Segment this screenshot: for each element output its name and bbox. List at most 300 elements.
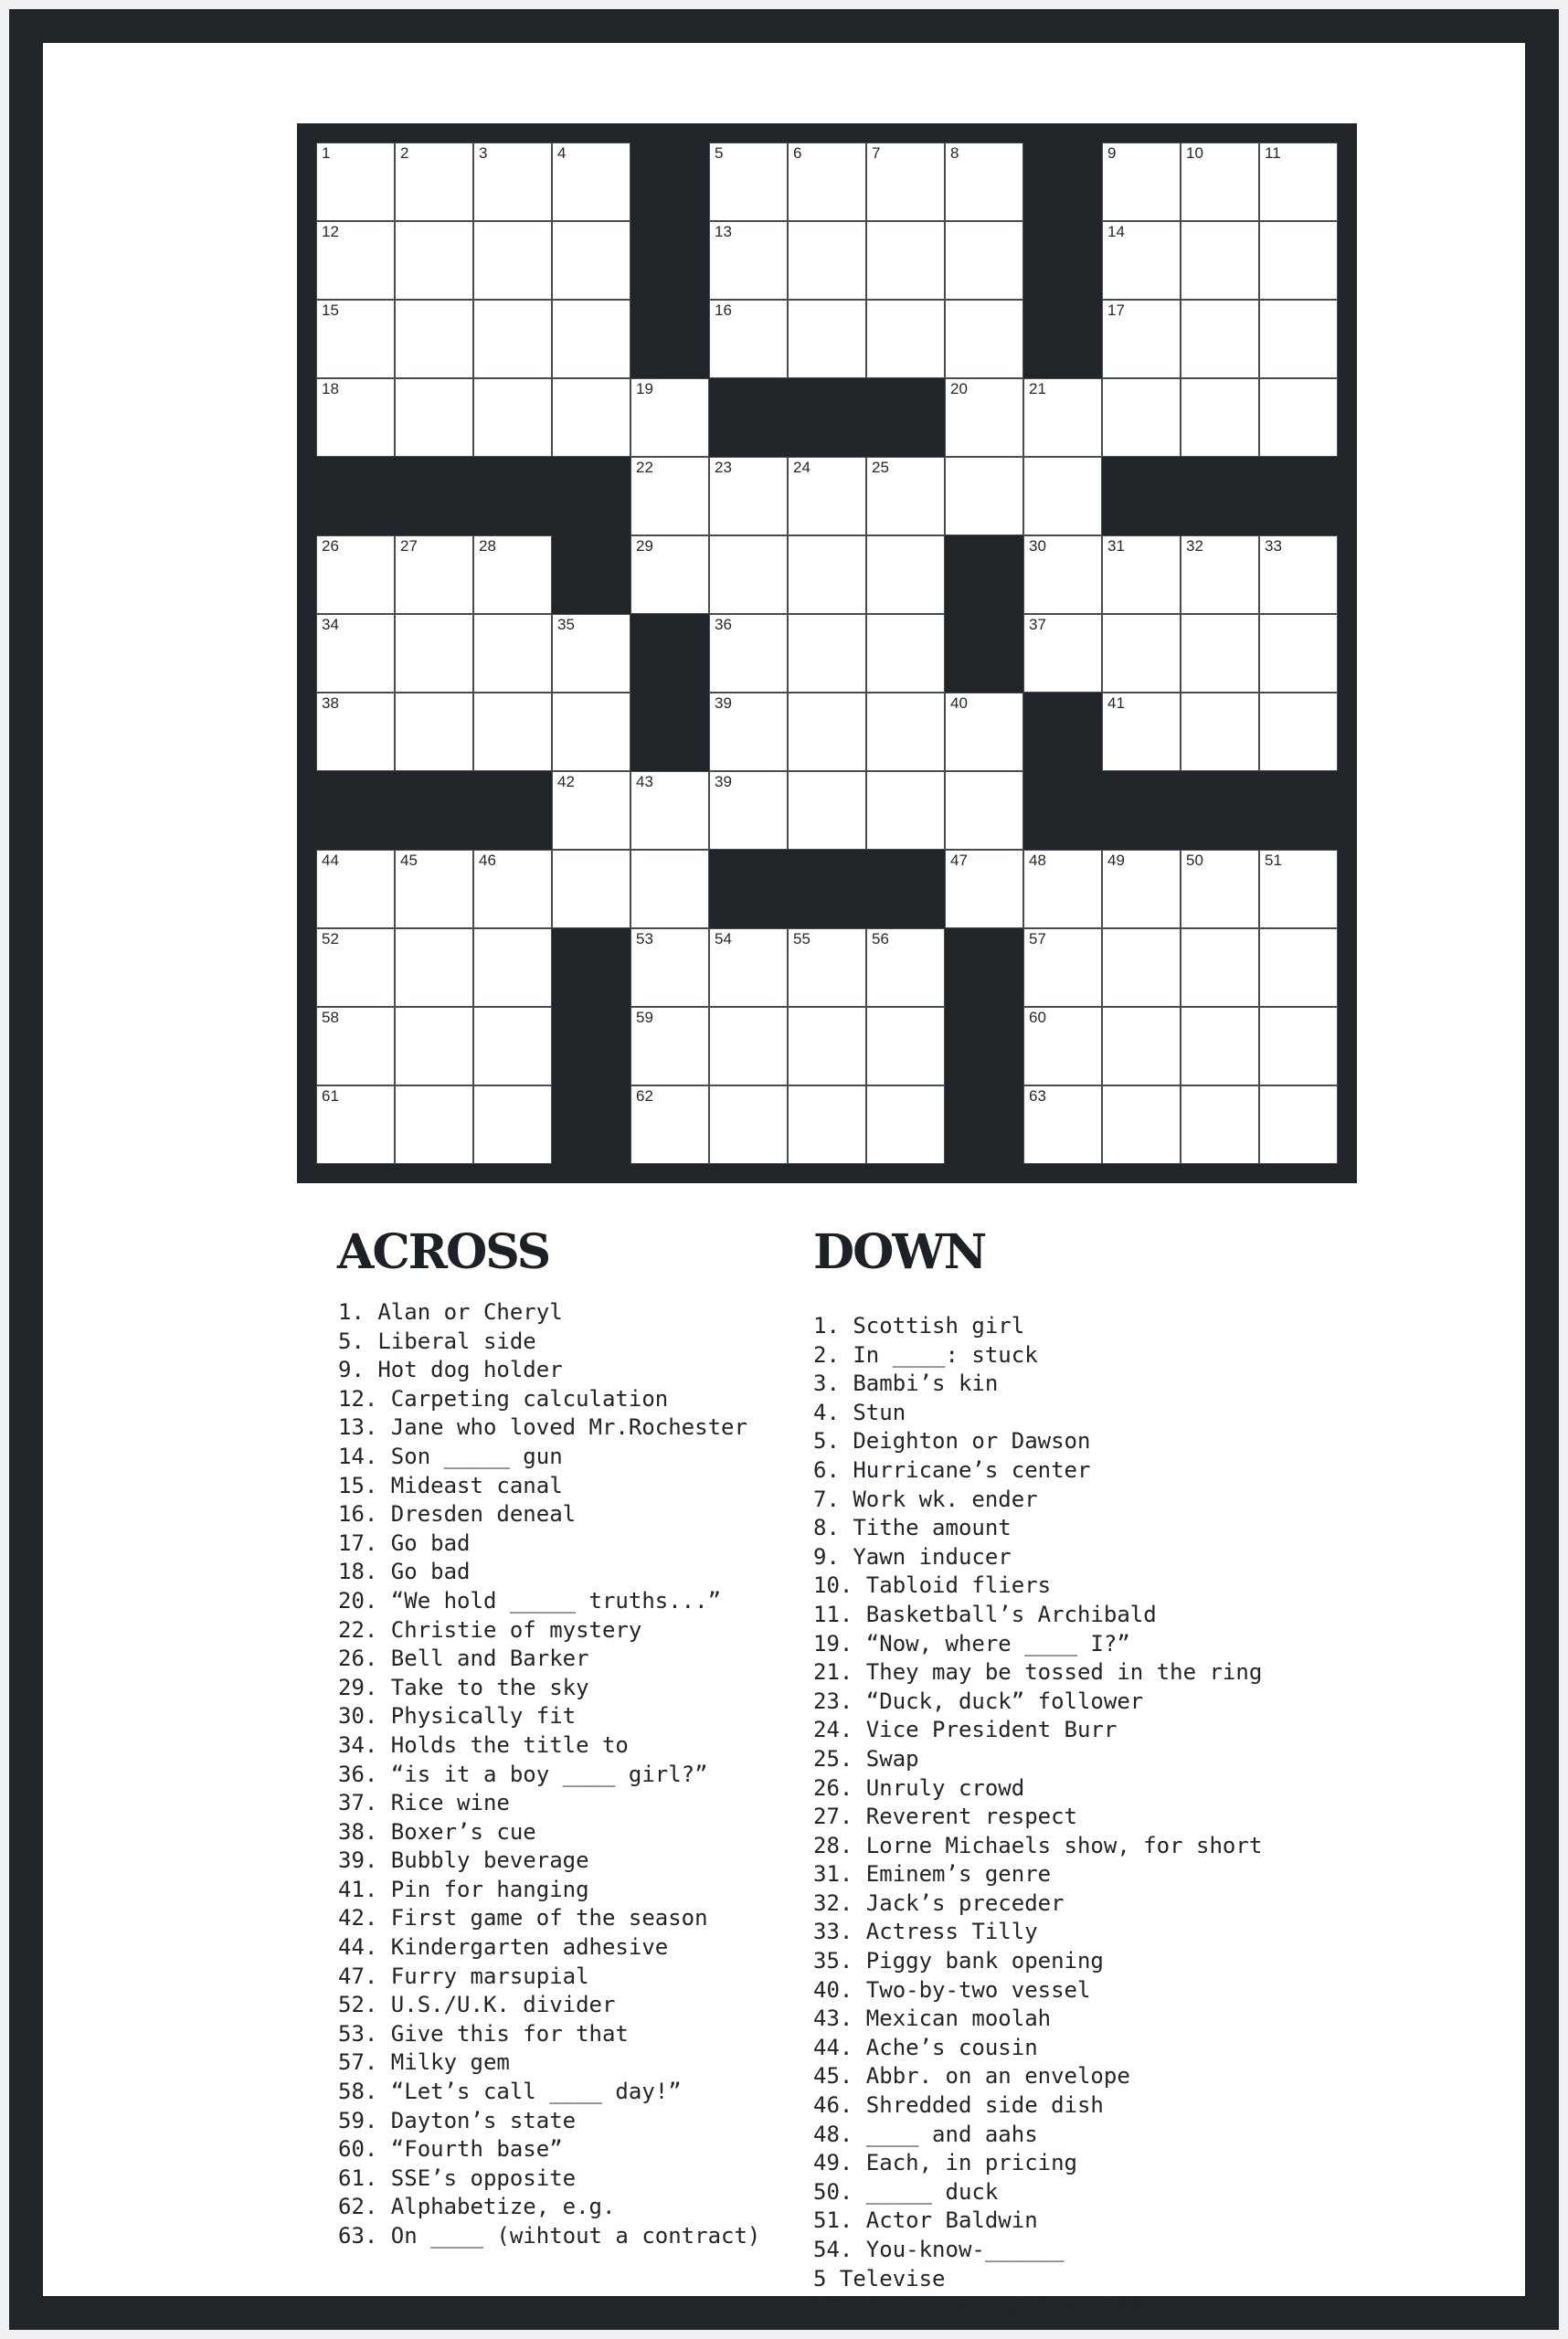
- across-clue: 16. Dresden deneal: [338, 1501, 577, 1528]
- across-clue: 41. Pin for hanging: [338, 1876, 589, 1902]
- across-clue: 12. Carpeting calculation: [338, 1385, 669, 1412]
- grid-cell-number: 35: [557, 616, 575, 633]
- grid-cell-black: [630, 221, 709, 300]
- grid-cell-number: 25: [872, 459, 889, 476]
- grid-cell[interactable]: [552, 614, 630, 693]
- grid-cell[interactable]: [473, 693, 552, 771]
- grid-cell[interactable]: [1023, 928, 1102, 1007]
- grid-cell-number: 6: [793, 144, 802, 162]
- grid-cell[interactable]: [866, 771, 945, 850]
- across-clue: 42. First game of the season: [338, 1905, 708, 1932]
- grid-cell[interactable]: [709, 1007, 788, 1085]
- down-clue: 49. Each, in pricing: [813, 2150, 1077, 2176]
- grid-cell[interactable]: [788, 693, 866, 771]
- grid-cell[interactable]: [709, 143, 788, 221]
- grid-cell[interactable]: [1181, 535, 1259, 614]
- grid-cell[interactable]: [866, 1085, 945, 1164]
- grid-cell-black: [630, 300, 709, 378]
- grid-cell[interactable]: [945, 221, 1023, 300]
- grid-cell-black: [630, 614, 709, 693]
- grid-cell[interactable]: [630, 1007, 709, 1085]
- down-clue: 43. Mexican moolah: [813, 2006, 1052, 2032]
- crossword-grid-frame: [297, 123, 1357, 1183]
- grid-cell-black: [1023, 693, 1102, 771]
- grid-cell[interactable]: [709, 693, 788, 771]
- down-clue: 21. They may be tossed in the ring: [813, 1659, 1263, 1686]
- grid-cell-black: [395, 771, 473, 850]
- down-clue: 24. Vice President Burr: [813, 1717, 1118, 1743]
- grid-cell[interactable]: [1181, 850, 1259, 928]
- grid-cell[interactable]: [866, 1007, 945, 1085]
- down-clue: 8. Tithe amount: [813, 1515, 1012, 1541]
- grid-cell-number: 13: [715, 223, 732, 240]
- grid-cell-number: 18: [322, 380, 339, 397]
- grid-cell-number: 27: [400, 537, 418, 555]
- grid-cell-number: 21: [1029, 380, 1046, 397]
- grid-cell[interactable]: [630, 457, 709, 535]
- grid-cell[interactable]: [788, 614, 866, 693]
- grid-cell-number: 8: [950, 144, 959, 162]
- grid-cell-black: [709, 850, 788, 928]
- across-clue: 1. Alan or Cheryl: [338, 1299, 563, 1325]
- grid-cell[interactable]: [1181, 614, 1259, 693]
- grid-cell-black: [945, 614, 1023, 693]
- across-clue: 47. Furry marsupial: [338, 1963, 589, 1989]
- across-clue: 14. Son _____ gun: [338, 1443, 563, 1469]
- grid-cell-number: 44: [322, 852, 339, 869]
- grid-cell[interactable]: [1102, 378, 1181, 457]
- grid-cell-number: 40: [950, 694, 968, 712]
- grid-cell[interactable]: [316, 1007, 395, 1085]
- grid-cell[interactable]: [788, 457, 866, 535]
- down-heading: DOWN: [813, 1224, 986, 1280]
- grid-cell-number: 23: [715, 459, 732, 476]
- grid-cell[interactable]: [866, 928, 945, 1007]
- grid-cell-black: [709, 378, 788, 457]
- grid-cell-black: [1023, 300, 1102, 378]
- grid-cell[interactable]: [1102, 693, 1181, 771]
- grid-cell[interactable]: [788, 535, 866, 614]
- grid-cell-number: 56: [872, 930, 889, 947]
- grid-cell[interactable]: [945, 771, 1023, 850]
- grid-cell-number: 62: [636, 1087, 653, 1105]
- grid-cell-number: 32: [1186, 537, 1203, 555]
- grid-cell[interactable]: [395, 378, 473, 457]
- across-clue: 18. Go bad: [338, 1559, 471, 1585]
- grid-cell[interactable]: [1181, 300, 1259, 378]
- across-clue: 44. Kindergarten adhesive: [338, 1934, 669, 1961]
- across-clue: 26. Bell and Barker: [338, 1646, 589, 1672]
- down-clue: 44. Ache’s cousin: [813, 2034, 1038, 2060]
- grid-cell-number: 57: [1029, 930, 1046, 947]
- grid-cell[interactable]: [473, 928, 552, 1007]
- grid-cell[interactable]: [788, 143, 866, 221]
- across-clue: 52. U.S./U.K. divider: [338, 1992, 616, 2018]
- grid-cell[interactable]: [1023, 457, 1102, 535]
- down-clue: 31. Eminem’s genre: [813, 1861, 1052, 1888]
- across-clue: 58. “Let’s call ____ day!”: [338, 2079, 682, 2105]
- down-clue: 56. Money on a poker table: [813, 2294, 1157, 2321]
- grid-cell[interactable]: [1181, 693, 1259, 771]
- down-clue: 10. Tabloid fliers: [813, 1572, 1052, 1599]
- grid-cell[interactable]: [552, 771, 630, 850]
- grid-cell[interactable]: [316, 928, 395, 1007]
- across-clue: 29. Take to the sky: [338, 1674, 589, 1700]
- grid-cell-black: [1259, 771, 1338, 850]
- down-clue: 51. Actor Baldwin: [813, 2207, 1038, 2234]
- grid-cell-number: 39: [715, 773, 732, 790]
- across-clue: 36. “is it a boy ____ girl?”: [338, 1761, 708, 1787]
- grid-cell[interactable]: [1259, 928, 1338, 1007]
- grid-cell[interactable]: [473, 535, 552, 614]
- grid-cell-black: [473, 771, 552, 850]
- grid-cell[interactable]: [473, 614, 552, 693]
- grid-cell[interactable]: [1259, 1007, 1338, 1085]
- grid-cell-black: [552, 928, 630, 1007]
- grid-cell-number: 45: [400, 852, 418, 869]
- grid-cell[interactable]: [709, 221, 788, 300]
- grid-cell-black: [316, 457, 395, 535]
- grid-cell-black: [1023, 221, 1102, 300]
- grid-cell-number: 24: [793, 459, 810, 476]
- grid-cell[interactable]: [316, 221, 395, 300]
- grid-cell-number: 12: [322, 223, 339, 240]
- down-clue: 3. Bambi’s kin: [813, 1371, 999, 1397]
- grid-cell[interactable]: [709, 1085, 788, 1164]
- grid-cell[interactable]: [316, 378, 395, 457]
- down-clue: 50. _____ duck: [813, 2178, 999, 2205]
- across-heading: ACROSS: [337, 1224, 550, 1280]
- across-clue: 15. Mideast canal: [338, 1472, 563, 1498]
- down-clue: 11. Basketball’s Archibald: [813, 1601, 1157, 1627]
- grid-cell[interactable]: [552, 300, 630, 378]
- grid-cell-number: 5: [715, 144, 724, 162]
- grid-cell[interactable]: [1181, 378, 1259, 457]
- grid-cell[interactable]: [395, 850, 473, 928]
- grid-cell[interactable]: [1102, 1007, 1181, 1085]
- grid-cell-number: 31: [1107, 537, 1125, 555]
- across-clue: 63. On ____ (wihtout a contract): [338, 2223, 761, 2249]
- across-clue: 57. Milky gem: [338, 2049, 510, 2076]
- across-clue: 30. Physically fit: [338, 1703, 577, 1730]
- grid-cell-number: 50: [1186, 852, 1203, 869]
- grid-cell-number: 26: [322, 537, 339, 555]
- grid-cell[interactable]: [1181, 143, 1259, 221]
- grid-cell-black: [316, 771, 395, 850]
- grid-cell-number: 30: [1029, 537, 1046, 555]
- grid-cell[interactable]: [316, 535, 395, 614]
- grid-cell[interactable]: [1023, 850, 1102, 928]
- grid-cell-number: 41: [1107, 694, 1125, 712]
- grid-cell[interactable]: [945, 300, 1023, 378]
- grid-cell[interactable]: [945, 143, 1023, 221]
- paper-page: [9, 9, 1559, 2330]
- grid-cell[interactable]: [395, 928, 473, 1007]
- down-clue: 35. Piggy bank opening: [813, 1948, 1104, 1974]
- grid-cell-number: 11: [1265, 144, 1281, 162]
- down-clue: 40. Two-by-two vessel: [813, 1976, 1091, 2003]
- grid-cell[interactable]: [1102, 143, 1181, 221]
- across-clue: 13. Jane who loved Mr.Rochester: [338, 1414, 747, 1441]
- grid-cell[interactable]: [395, 300, 473, 378]
- grid-cell[interactable]: [1023, 1007, 1102, 1085]
- grid-cell-black: [945, 928, 1023, 1007]
- grid-cell-number: 19: [636, 380, 653, 397]
- across-clue: 34. Holds the title to: [338, 1731, 629, 1758]
- grid-cell-black: [1102, 771, 1181, 850]
- grid-cell[interactable]: [473, 850, 552, 928]
- grid-cell[interactable]: [1181, 1007, 1259, 1085]
- grid-cell[interactable]: [1259, 1085, 1338, 1164]
- grid-cell[interactable]: [630, 1085, 709, 1164]
- grid-cell-black: [788, 850, 866, 928]
- grid-cell-number: 52: [322, 930, 339, 947]
- grid-cell[interactable]: [709, 535, 788, 614]
- down-clue: 7. Work wk. ender: [813, 1486, 1038, 1512]
- grid-cell[interactable]: [1259, 378, 1338, 457]
- down-clue: 5. Deighton or Dawson: [813, 1428, 1091, 1455]
- grid-cell[interactable]: [552, 221, 630, 300]
- grid-cell-number: 14: [1107, 223, 1125, 240]
- down-clue: 2. In ____: stuck: [813, 1341, 1038, 1368]
- grid-cell[interactable]: [709, 457, 788, 535]
- grid-cell[interactable]: [630, 771, 709, 850]
- grid-cell-number: 47: [950, 852, 968, 869]
- crossword-grid: [316, 143, 1338, 1164]
- grid-cell-number: 54: [715, 930, 732, 947]
- grid-cell[interactable]: [788, 1007, 866, 1085]
- grid-cell[interactable]: [473, 143, 552, 221]
- grid-cell[interactable]: [473, 300, 552, 378]
- grid-cell-number: 16: [715, 302, 732, 319]
- grid-cell-number: 58: [322, 1009, 339, 1026]
- grid-cell-number: 28: [479, 537, 496, 555]
- grid-cell[interactable]: [709, 614, 788, 693]
- grid-cell-number: 17: [1107, 302, 1125, 319]
- grid-cell-number: 42: [557, 773, 575, 790]
- grid-cell[interactable]: [866, 300, 945, 378]
- grid-cell-number: 15: [322, 302, 339, 319]
- grid-cell[interactable]: [1259, 850, 1338, 928]
- across-clue: 39. Bubbly beverage: [338, 1847, 589, 1874]
- grid-cell-black: [630, 143, 709, 221]
- grid-cell[interactable]: [473, 1085, 552, 1164]
- grid-cell-number: 34: [322, 616, 339, 633]
- grid-cell[interactable]: [1259, 693, 1338, 771]
- grid-cell-black: [1023, 143, 1102, 221]
- grid-cell-black: [788, 378, 866, 457]
- grid-cell[interactable]: [866, 457, 945, 535]
- grid-cell-number: 36: [715, 616, 732, 633]
- across-clue: 59. Dayton’s state: [338, 2107, 577, 2133]
- across-clue: 17. Go bad: [338, 1529, 471, 1556]
- grid-cell[interactable]: [1102, 1085, 1181, 1164]
- down-clue: 27. Reverent respect: [813, 1804, 1077, 1830]
- grid-cell[interactable]: [866, 693, 945, 771]
- grid-cell[interactable]: [316, 614, 395, 693]
- grid-cell-number: 2: [400, 144, 409, 162]
- grid-cell[interactable]: [1102, 535, 1181, 614]
- grid-cell[interactable]: [945, 457, 1023, 535]
- down-clue: 19. “Now, where ____ I?”: [813, 1630, 1130, 1656]
- grid-cell-number: 43: [636, 773, 653, 790]
- grid-cell[interactable]: [395, 143, 473, 221]
- across-clue: 5. Liberal side: [338, 1328, 536, 1354]
- grid-cell[interactable]: [1102, 300, 1181, 378]
- grid-cell[interactable]: [395, 1085, 473, 1164]
- grid-cell[interactable]: [866, 143, 945, 221]
- grid-cell-number: 3: [479, 144, 488, 162]
- grid-cell[interactable]: [1181, 928, 1259, 1007]
- grid-cell[interactable]: [1181, 221, 1259, 300]
- down-clue: 1. Scottish girl: [813, 1313, 1025, 1339]
- down-clue-list: [813, 1312, 1262, 2323]
- grid-cell-black: [945, 535, 1023, 614]
- grid-cell[interactable]: [630, 850, 709, 928]
- down-clue: 6. Hurricane’s center: [813, 1456, 1091, 1483]
- grid-cell-number: 59: [636, 1009, 653, 1026]
- across-clue: 9. Hot dog holder: [338, 1357, 563, 1383]
- grid-cell[interactable]: [788, 1085, 866, 1164]
- grid-cell[interactable]: [866, 221, 945, 300]
- down-clue: 4. Stun: [813, 1399, 906, 1425]
- grid-cell[interactable]: [709, 928, 788, 1007]
- grid-cell[interactable]: [630, 535, 709, 614]
- grid-cell-black: [945, 1085, 1023, 1164]
- grid-cell[interactable]: [316, 850, 395, 928]
- down-clue: 28. Lorne Michaels show, for short: [813, 1832, 1263, 1858]
- across-clue: 20. “We hold _____ truths...”: [338, 1587, 722, 1614]
- grid-cell[interactable]: [1259, 300, 1338, 378]
- down-clue: 32. Jack’s preceder: [813, 1889, 1065, 1916]
- down-clue: 48. ____ and aahs: [813, 2121, 1038, 2147]
- grid-cell[interactable]: [395, 693, 473, 771]
- grid-cell[interactable]: [1259, 143, 1338, 221]
- grid-cell-black: [1023, 771, 1102, 850]
- grid-cell-number: 61: [322, 1087, 339, 1105]
- grid-cell-black: [552, 457, 630, 535]
- grid-cell-number: 29: [636, 537, 653, 555]
- grid-cell[interactable]: [473, 378, 552, 457]
- grid-cell-black: [395, 457, 473, 535]
- grid-cell[interactable]: [788, 221, 866, 300]
- grid-cell[interactable]: [866, 614, 945, 693]
- grid-cell[interactable]: [945, 693, 1023, 771]
- across-clue: 62. Alphabetize, e.g.: [338, 2194, 616, 2220]
- grid-cell[interactable]: [1259, 535, 1338, 614]
- down-clue: 9. Yawn inducer: [813, 1543, 1012, 1570]
- grid-cell[interactable]: [945, 850, 1023, 928]
- grid-cell-number: 60: [1029, 1009, 1046, 1026]
- grid-cell[interactable]: [395, 1007, 473, 1085]
- down-clue: 25. Swap: [813, 1745, 919, 1772]
- grid-cell-number: 55: [793, 930, 810, 947]
- grid-cell-number: 10: [1186, 144, 1203, 162]
- grid-cell-number: 46: [479, 852, 496, 869]
- grid-cell-black: [1181, 771, 1259, 850]
- grid-cell[interactable]: [630, 928, 709, 1007]
- grid-cell-number: 22: [636, 459, 653, 476]
- grid-cell[interactable]: [1102, 850, 1181, 928]
- grid-cell[interactable]: [709, 771, 788, 850]
- grid-cell[interactable]: [552, 143, 630, 221]
- grid-cell[interactable]: [1259, 614, 1338, 693]
- grid-cell[interactable]: [1102, 928, 1181, 1007]
- grid-cell-black: [630, 693, 709, 771]
- grid-cell[interactable]: [788, 928, 866, 1007]
- grid-cell-number: 4: [557, 144, 567, 162]
- grid-cell-number: 33: [1265, 537, 1282, 555]
- grid-cell[interactable]: [1023, 535, 1102, 614]
- grid-cell[interactable]: [709, 300, 788, 378]
- across-clue: 61. SSE’s opposite: [338, 2164, 577, 2191]
- grid-cell-number: 20: [950, 380, 968, 397]
- grid-cell-black: [552, 1007, 630, 1085]
- grid-cell[interactable]: [395, 535, 473, 614]
- grid-cell[interactable]: [1023, 1085, 1102, 1164]
- grid-cell[interactable]: [552, 378, 630, 457]
- down-clue: 46. Shredded side dish: [813, 2092, 1104, 2119]
- grid-cell-black: [945, 1007, 1023, 1085]
- grid-cell[interactable]: [630, 378, 709, 457]
- grid-cell[interactable]: [788, 771, 866, 850]
- grid-cell-number: 1: [322, 144, 331, 162]
- grid-cell-black: [1181, 457, 1259, 535]
- grid-cell[interactable]: [395, 221, 473, 300]
- grid-cell-number: 63: [1029, 1087, 1046, 1105]
- grid-cell-black: [1259, 457, 1338, 535]
- grid-cell[interactable]: [1102, 614, 1181, 693]
- down-clue: 54. You-know-______: [813, 2237, 1065, 2262]
- grid-cell-black: [866, 378, 945, 457]
- grid-cell[interactable]: [788, 300, 866, 378]
- down-clue: 23. “Duck, duck” follower: [813, 1688, 1144, 1714]
- grid-cell-number: 49: [1107, 852, 1125, 869]
- grid-cell[interactable]: [316, 300, 395, 378]
- across-clue-list: [338, 1298, 760, 2251]
- grid-cell[interactable]: [316, 693, 395, 771]
- grid-cell-number: 51: [1265, 852, 1282, 869]
- grid-cell-number: 37: [1029, 616, 1046, 633]
- grid-cell[interactable]: [395, 614, 473, 693]
- grid-cell[interactable]: [1023, 378, 1102, 457]
- grid-cell[interactable]: [473, 1007, 552, 1085]
- across-clue: 60. “Fourth base”: [338, 2136, 563, 2163]
- grid-cell[interactable]: [552, 850, 630, 928]
- across-clue: 53. Give this for that: [338, 2020, 629, 2047]
- across-clue: 22. Christie of mystery: [338, 1616, 642, 1643]
- grid-cell[interactable]: [1102, 221, 1181, 300]
- down-clue: 5 Televise: [813, 2265, 946, 2291]
- grid-cell[interactable]: [552, 693, 630, 771]
- grid-cell-black: [866, 850, 945, 928]
- grid-cell[interactable]: [1259, 221, 1338, 300]
- grid-cell[interactable]: [316, 1085, 395, 1164]
- grid-cell[interactable]: [866, 535, 945, 614]
- grid-cell[interactable]: [473, 221, 552, 300]
- grid-cell[interactable]: [945, 378, 1023, 457]
- grid-cell[interactable]: [1023, 614, 1102, 693]
- across-clue: 37. Rice wine: [338, 1790, 510, 1816]
- grid-cell-black: [1102, 457, 1181, 535]
- down-clue: 26. Unruly crowd: [813, 1774, 1025, 1801]
- grid-cell[interactable]: [316, 143, 395, 221]
- grid-cell-black: [552, 535, 630, 614]
- grid-cell-number: 9: [1107, 144, 1117, 162]
- across-clue: 38. Boxer’s cue: [338, 1818, 536, 1845]
- grid-cell[interactable]: [1181, 1085, 1259, 1164]
- grid-cell-number: 7: [872, 144, 881, 162]
